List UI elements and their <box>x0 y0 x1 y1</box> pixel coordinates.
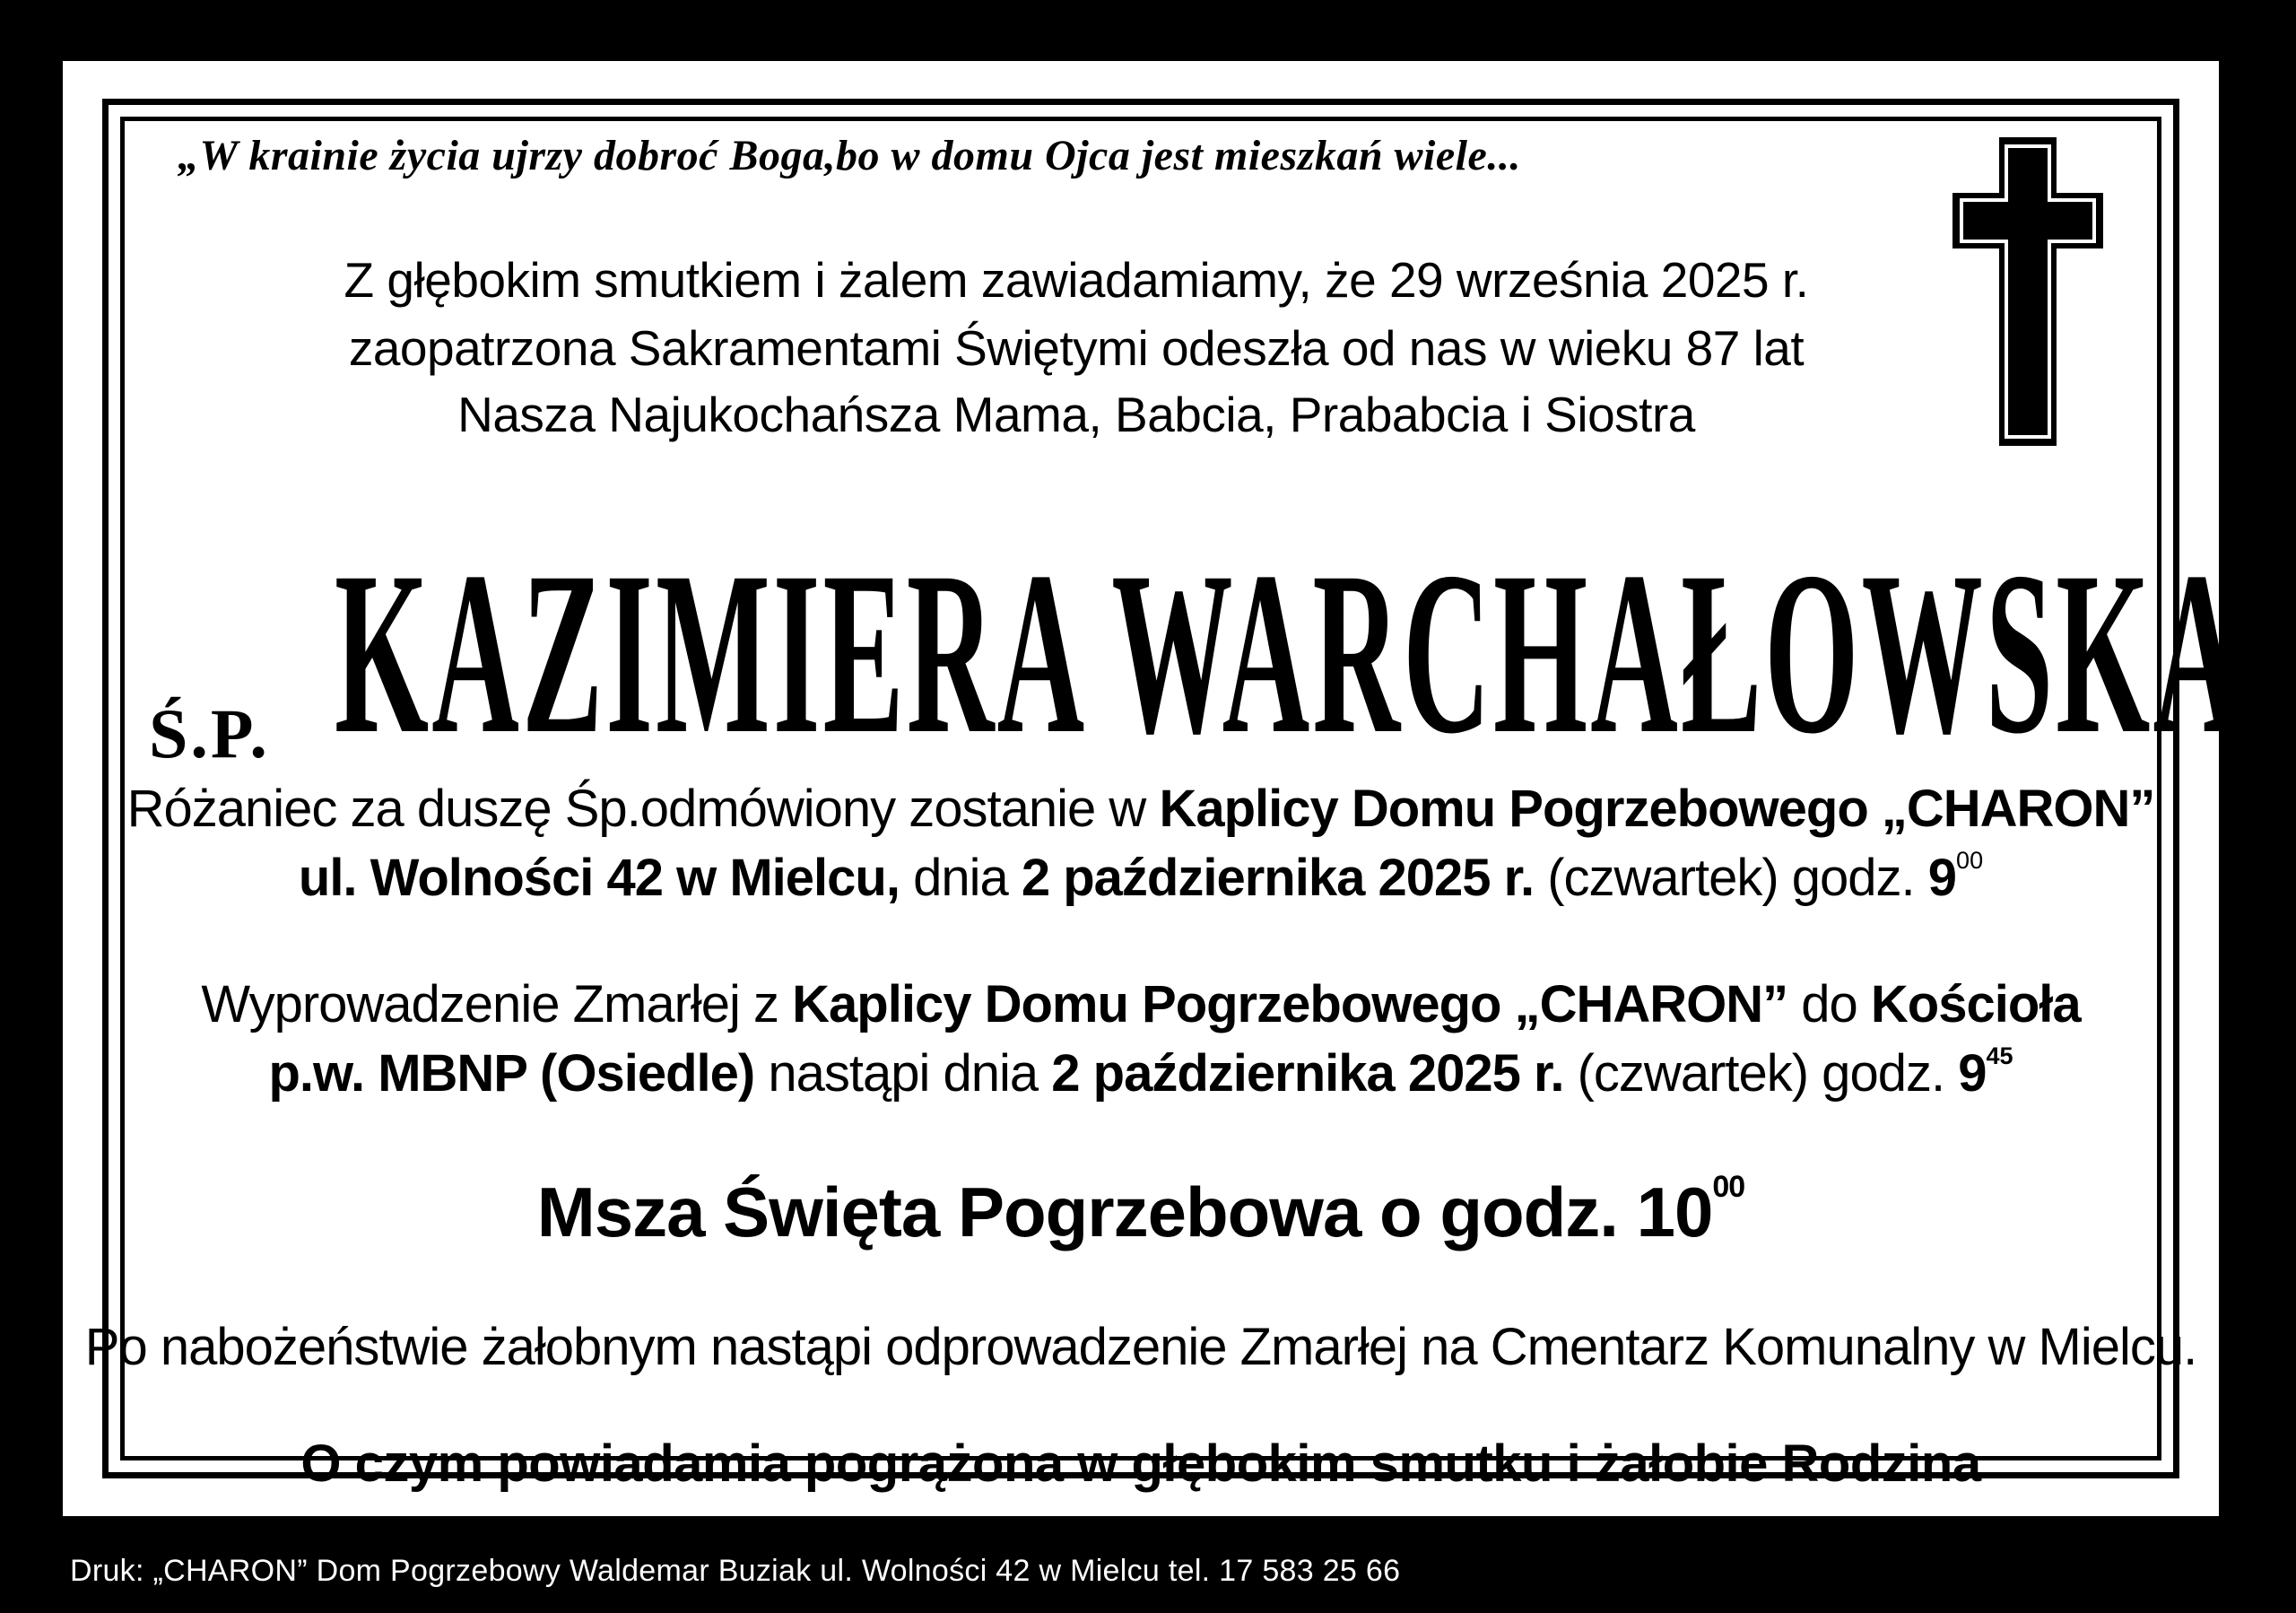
procession-parish: p.w. MBNP (Osiedle) <box>268 1044 755 1103</box>
intro-line-3: Nasza Najukochańsza Mama, Babcia, Prababcia i Siostra <box>457 387 1695 442</box>
procession-day-label: nastąpi dnia <box>754 1044 1052 1103</box>
motto-quote: „W krainie życia ujrzy dobroć Boga,bo w domu Ojca jest mieszkań wiele... <box>178 132 1521 179</box>
after-service-line: Po nabożeństwie żałobnym nastąpi odprowadzenie Zmarłej na Cmentarz Komunalny w Mielcu. <box>84 1318 2197 1376</box>
rosary-line-2 <box>63 847 2219 908</box>
procession-date: 2 października 2025 r. <box>1051 1044 1564 1103</box>
procession-chapel: Kaplicy Domu Pogrzebowego „CHARON” <box>792 975 1788 1033</box>
rosary-address: ul. Wolności 42 w Mielcu, <box>298 849 900 907</box>
printer-footer: Druk: „CHARON” Dom Pogrzebowy Waldemar Buziak ul. Wolności 42 w Mielcu tel. 17 583 25 66 <box>70 1554 1401 1588</box>
mass-minutes: 00 <box>1712 1170 1745 1204</box>
procession-to: do <box>1787 975 1871 1033</box>
obituary-content <box>63 61 2244 1516</box>
mass-hour: 10 <box>1636 1173 1713 1251</box>
rosary-weekday: (czwartek) godz. <box>1534 849 1928 907</box>
intro-line-2: zaopatrzona Sakramentami Świętymi odeszła od nas w wieku 87 lat <box>348 320 1805 376</box>
rosary-minutes: 00 <box>1956 847 1984 874</box>
rosary-text: Różaniec za duszę Śp.odmówiony zostanie w <box>126 780 1160 838</box>
obituary-sheet <box>63 61 2244 1516</box>
procession-line-2 <box>63 1042 2219 1103</box>
rosary-chapel: Kaplicy Domu Pogrzebowego „CHARON” <box>1159 780 2155 838</box>
mass-text: Msza Święta Pogrzebowa o godz. <box>536 1173 1637 1251</box>
mass-line <box>63 1170 2219 1253</box>
rosary-line-1 <box>63 779 2219 839</box>
deceased-name: KAZIMIERA WARCHAŁOWSKA <box>335 524 2244 782</box>
procession-weekday: (czwartek) godz. <box>1563 1044 1959 1103</box>
deceased-name-row <box>106 492 2244 815</box>
rosary-date: 2 października 2025 r. <box>1021 849 1535 907</box>
rosary-day-label: dnia <box>899 849 1022 907</box>
procession-hour: 9 <box>1958 1044 1987 1103</box>
procession-line-1 <box>63 974 2219 1034</box>
rosary-hour: 9 <box>1927 849 1957 907</box>
procession-text: Wyprowadzenie Zmarłej z <box>201 975 793 1033</box>
procession-minutes: 45 <box>1986 1042 2013 1069</box>
procession-church: Kościoła <box>1870 975 2081 1033</box>
sp-prefix: Ś.P. <box>149 694 270 772</box>
cross-icon <box>1952 137 2103 446</box>
intro-line-1: Z głębokim smutkiem i żalem zawiadamiamy, że 29 września 2025 r. <box>344 252 1809 308</box>
closing-line: O czym powiadamia pogrążona w głębokim smutku i żałobie Rodzina <box>300 1434 1981 1493</box>
